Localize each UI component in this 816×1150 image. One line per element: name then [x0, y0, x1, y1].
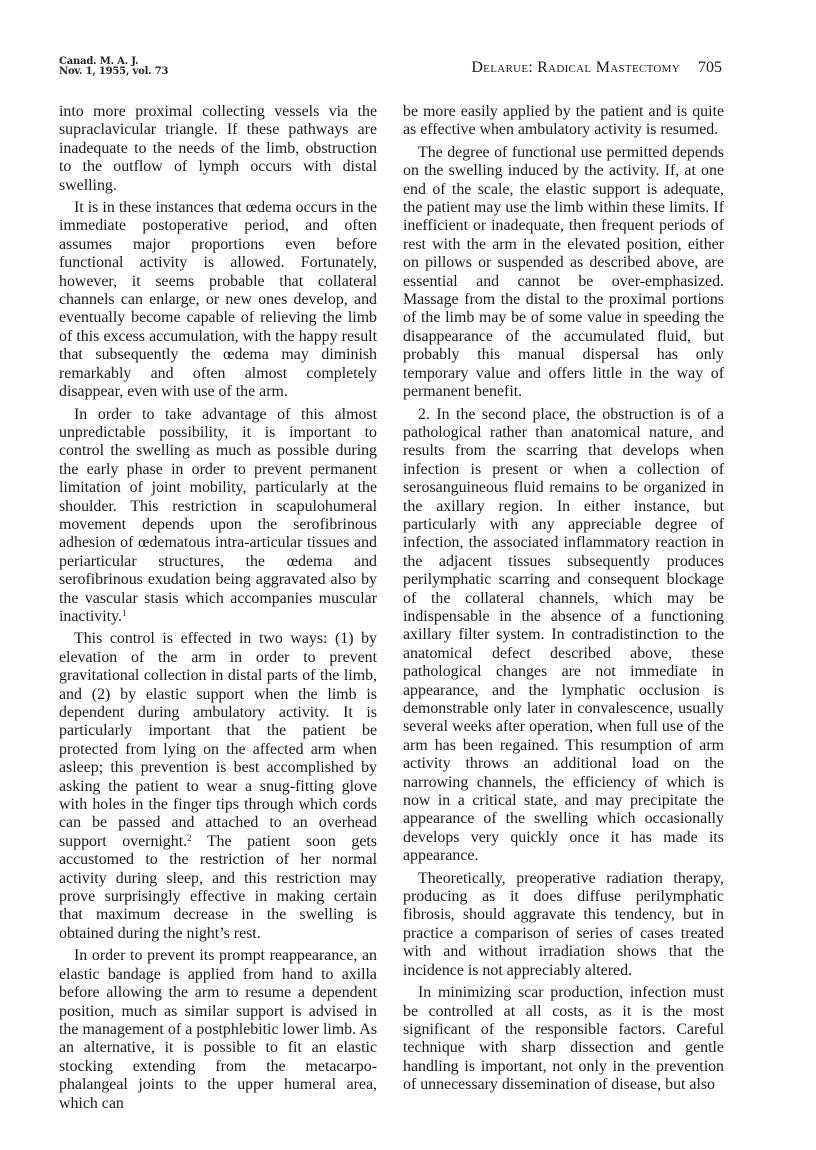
paragraph: be more easily applied by the patient and is quite as effective when ambulatory activity is resumed.: [403, 103, 724, 139]
left-column: [59, 103, 377, 1113]
paragraph: into more proximal collecting vessels via the supraclavicular triangle. If these pathways are inadequate to the needs of the limb, obstruction to the outflow of lymph occurs with distal swelling.: [59, 103, 377, 194]
paragraph: [59, 630, 377, 943]
running-title-author: Delarue:: [471, 59, 534, 76]
paragraph-text-cont: The patient soon gets accustomed to the restriction of her normal activity during sleep, and this restriction may prove surprisingly effective in making certain that maximum decrease in the swelling is obtained during the night’s rest.: [59, 832, 377, 942]
paragraph: Theoretically, preoperative radiation therapy, producing as it does diffuse perilymphatic fibrosis, should aggravate this tendency, but in practice a comparison of series of cases treated with and without irradiation shows that the incidence is not appreciably altered.: [403, 869, 724, 979]
paragraph: The degree of functional use permitted depends on the swelling induced by the activity. If, at one end of the scale, the elastic support is adequate, the patient may use the limb within these limits. If inefficient or inadequate, then frequent periods of rest with the arm in the elevated position, either on pillows or suspended as described above, are essential and cannot be over-emphasized. Massage from the distal to the proximal portions of the limb may be of some value in speeding the disappearance of the accumulated fluid, but probably this manual dispersal has only temporary value and offers little in the way of permanent benefit.: [403, 143, 724, 401]
right-column: [403, 103, 724, 1095]
page-number: 705: [698, 59, 722, 76]
paragraph: 2. In the second place, the obstruction is of a pathological rather than anatomical nature, and results from the scarring that develops when infection is present or when a collection of serosanguineous fluid remains to be organized in the axillary region. In either instance, but particularly with any appreciable degree of infection, the associated inflammatory reaction in the adjacent tissues subsequently produces perilymphatic scarring and consequent blockage of the collateral channels, which may be indispensable in the absence of a functioning axillary filter system. In contradistinction to the anatomical defect described above, these pathological changes are not immediate in appearance, and the lymphatic occlusion is demonstrable only later in convalescence, usually several weeks after operation, when full use of the arm has been regained. This resumption of arm activity throws an additional load on the narrowing channels, the efficiency of which is now in a critical state, and may precipitate the appearance of the swelling which occasionally develops very quickly once it has made its appearance.: [403, 405, 724, 865]
paragraph: [59, 406, 377, 627]
journal-issue: Nov. 1, 1955, vol. 73: [59, 66, 169, 77]
paragraph-text: In order to take advantage of this almost unpredictable possibility, it is important to control the swelling as much as possible during the early phase in order to prevent permanent limitation of joint mobility, particularly at the shoulder. This restriction in scapulohumeral movement depends upon the serofibrinous adhesion of œdematous intra-articular tissues and periarticular structures, the œdema and serofibrinous exudation being aggravated also by the vascular stasis which accompanies muscular inactivity.: [59, 405, 377, 625]
paragraph: It is in these instances that œdema occurs in the immediate postoperative period, and often assumes major proportions even before functional activity is allowed. Fortunately, however, it seems probable that collateral channels can enlarge, or new ones develop, and eventually become capable of relieving the limb of this excess accumulation, with the happy result that subsequently the œdema may diminish remarkably and often almost completely disappear, even with use of the arm.: [59, 199, 377, 401]
footnote-ref[interactable]: 1: [121, 607, 127, 618]
running-header: [471, 58, 722, 78]
paragraph: In minimizing scar production, infection must be controlled at all costs, as it is the most significant of the responsible factors. Careful technique with sharp dissection and gentle handling is important, not only in the prevention of unnecessary dissemination of disease, but also: [403, 984, 724, 1094]
journal-name: Canad. M. A. J.: [59, 56, 139, 67]
paragraph-text: This control is effected in two ways: (1) by elevation of the arm in order to prevent gravitational collection in distal parts of the limb, and (2) by elastic support when the limb is dependent during ambulatory activity. It is particularly important that the patient be protected from lying on the affected arm when asleep; this prevention is best accomplished by asking the patient to wear a snug-fitting glove with holes in the finger tips through which cords can be passed and attached to an overhead support overnight.: [59, 630, 377, 850]
footnote-ref[interactable]: 2: [187, 832, 192, 843]
journal-citation: [59, 57, 168, 77]
running-title-topic: Radical Mastectomy: [537, 59, 680, 76]
paragraph: In order to prevent its prompt reappearance, an elastic bandage is applied from hand to axilla before allowing the arm to resume a dependent position, much as similar support is advised in the management of a postphlebitic lower limb. As an alternative, it is possible to fit an elastic stocking extending from the metacarpo-phalangeal joints to the upper humeral area, which can: [59, 947, 377, 1112]
